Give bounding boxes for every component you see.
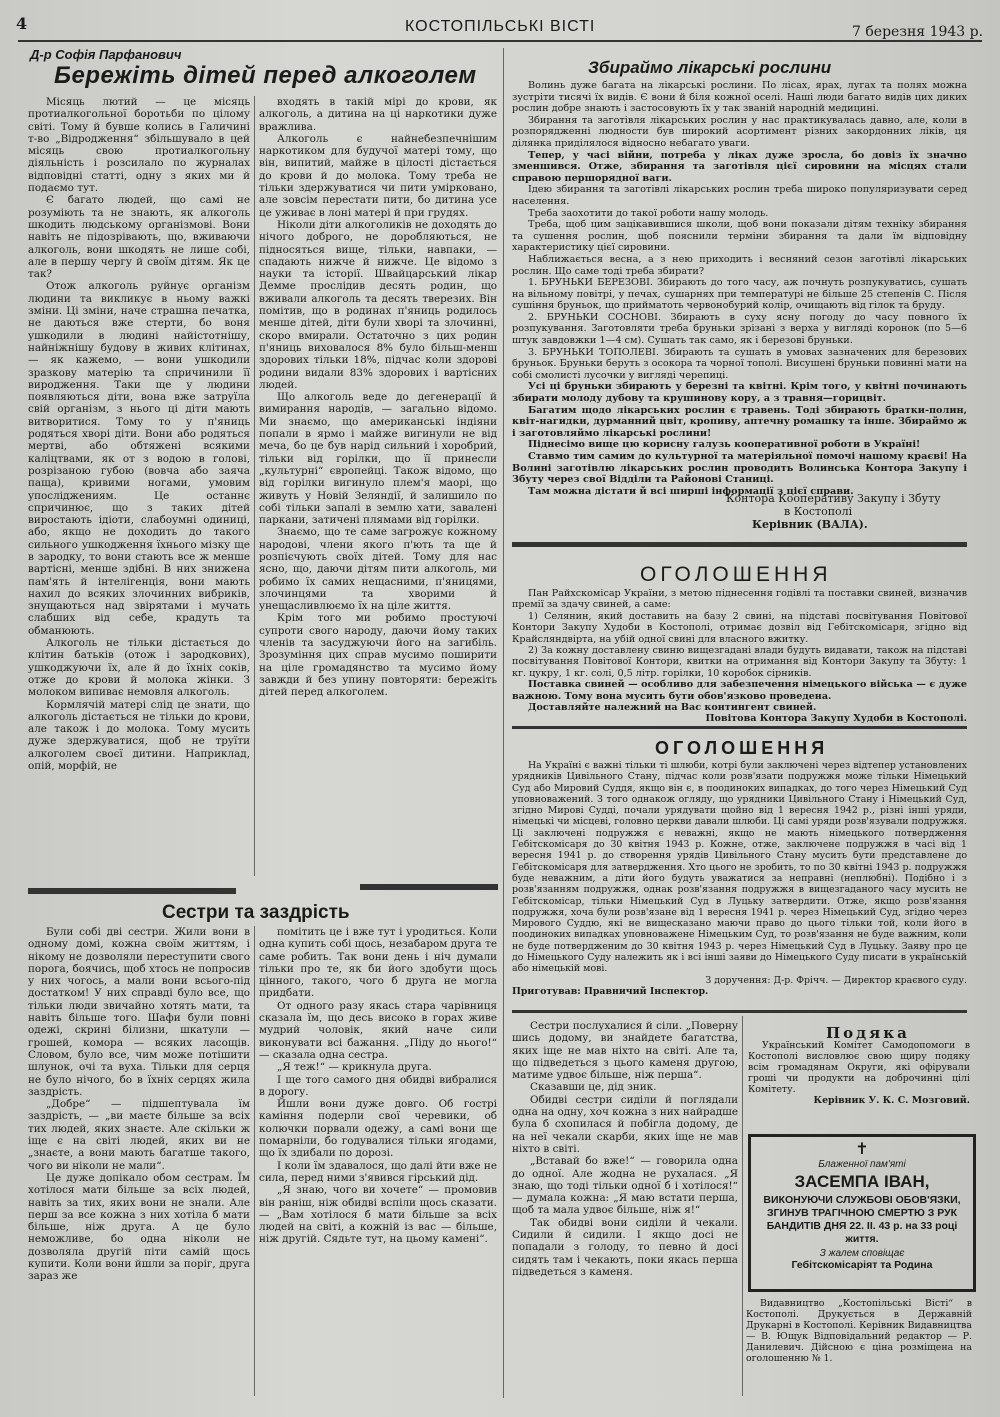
herbs-signature-line-3: Керівник (ВАЛА). [752,518,868,531]
paragraph: Алкоголь є найнебезпечнішим наркотиком для будучої матері тому, що він, випитий, майже в цілості дістається до крови й до молока. Тому треба не тільки здержуватися чи пити умірковано, але зовсім перестати пити, бо дитина усе це уживає в лоні матері й при грудях. [259,132,497,219]
paragraph: Поставка свиней — особливо для забезпечення німецького війська — є дуже важною. Тому вона мусить бути обов'язково проведена. [512,679,967,702]
paragraph: Сестри послухалися й сіли. „Поверну шись додому, ви знайдете багатства, яких іще не мав ніхто на світі. Але та, що підведеться з цього каменя другою, матиме удвоє більше, ніж перша“. [512,1020,738,1082]
herbs-signature-line-1: Контора Кооперативу Закупу і Збуту [726,492,941,505]
paragraph: Крім того ми робимо простуючі супроти свого народу, даючи йому таких членів та засуджуючи його на загибіль. Зрозуміння цих справ мусимо поширити на ціле громадянство та мусимо йому завжди й без упину повторяти: бережіть дітей перед алкоголем. [259,612,497,699]
section-divider [512,1010,967,1013]
paragraph: Це дуже допікало обом сестрам. Їм хотілося мати більше за всіх людей, навіть за тих, яких вони не знали. Але перш за все кожна з них хотіла б мати більше, ніж друга. А це було неможливе, бо одна ніколи не дозволяла другій піти самій щось купити. Коли вони йшли за поріг, друга зараз же [28,1171,250,1283]
column-divider [742,1016,743,1396]
paragraph: Знаємо, що те саме загрожує кожному народові, члени якого п'ють та ще й розпієчують своїх дітей. Тому для нас ясно, що, даючи дітям пити алкоголь, ми робимо їх самих нещасними, п'яницями, злочинцями та хворими й унещасливлюємо їх на ціле життя. [259,526,497,613]
announcement-2-title: ОГОЛОШЕННЯ [655,738,829,758]
section-divider [360,884,498,890]
issue-date: 7 березня 1943 р. [852,24,984,40]
announcement-1-signature: Повітова Контора Закупу Худоби в Костополі. [705,713,967,725]
thanks-title: Подяка [826,1024,910,1042]
paragraph: Там можна дістати й всі ширші інформації з цієї справи. [528,485,854,497]
paragraph: Багатим щодо лікарських рослин є травень. Тоді збирають братки-полин, квіт-нагидки, дурманний цвіт, кропиву, аптечну ромашку та інше. Збираймо ж і заготовляймо лікарські рослини! [512,404,967,439]
section-divider [28,888,236,894]
paragraph: Ставмо тим самим до культурної та матеріяльної помочі нашому краєві! На Волині заготівлю лікарських рослин проводить Волинська Контора Закупу і Збуту через свої Відділи та Районові Станиці. [512,451,967,486]
paragraph: „Добре“ — підшептувала їм заздрість, — „ви маєте більше за всіх тих людей, яких знаєте. Але скільки ж іще є на світі людей, яких ви не „знаєте, а вони мають багатше такого, чого ви ніколи не мали“. [28,1098,250,1172]
paragraph: Кормлячій матері слід це знати, що алкоголь дістається не тільки до крови, але також і до молока. Тому мусить дуже здержуватися, щоб не труїти алкоголем своєї дитини. Наприклад, опій, морфій, не [28,698,250,773]
sisters-story-column-3 [512,1020,738,1398]
paragraph: Так обидві вони сиділи й чекали. Сидили й сидили. І якщо досі не попадали з голоду, то певно й досі сидять там і чекають, поки якась перша підведеться з каменя. [512,1216,738,1278]
paragraph: помітить це і вже тут і уродиться. Коли одна купить собі щось, незабаром друга те саме робить. Так вони день і ніч думали тільки про те, як би його здобути щось цінного, такого, чого б друга не могла придбати. [259,926,497,1000]
paragraph: „Я теж!“ — крикнула друга. [277,1061,432,1074]
alcohol-article-column-1 [28,96,250,876]
announcement-2-body [512,760,967,997]
section-divider [512,542,967,547]
paragraph: Збирання та заготівля лікарських рослин у нас практикувалась давно, але, коли в розпорядженні людности був широкий асортимент різних закордонних ліків, ця ділянка приділялося відносно небагато уваги. [512,114,967,149]
sisters-story-column-2 [259,926,497,1398]
paragraph: 2. БРУНЬКИ СОСНОВІ. Збирають в суху ясну погоду до часу повного їх розпукування. Заготовляти треба бруньки зрізані з верха у вигляді коронок (по 5—6 штук завдовжки 1—4 см). Сушать так само, як і березові бруньки. [512,311,967,347]
alcohol-article-column-2 [259,96,497,876]
announcement-1-body [512,588,967,725]
paragraph: Наближається весна, а з нею приходить і весняний сезон заготівлі лікарських рослин. Що саме тоді треба збирати? [512,253,967,277]
memorial-line-1: Блаженної пам'яті [818,1159,906,1170]
paragraph: Обидві сестри сиділи й поглядали одна на одну, хоч кожна з них найрадше була б схопилася й побігла додому, де на неї чекали скарби, яких іще не мав ніхто в світі. [512,1093,738,1155]
paragraph: Сказавши це, дід зник. [530,1081,657,1094]
header-divider [18,40,982,42]
announcement-2-prepared-by: Приготував: Правничий Інспектор. [512,985,709,997]
paragraph: 2) За кожну доставлену свиню вищезгадані влади будуть видавати, також на підставі посвітування Повітової Контори, квитки на отримання від Контори Закупу та Збуту: 1 кг. цукру, 1 кг. солі, 0,5 літр. горілки, 10 коробок сірників. [512,645,967,679]
paragraph: Видавництво „Костопільські Вісті“ в Костополі. Друкується в Державній Друкарні в Костополі. Керівник Видавництва — В. Ющук Відповідальний редактор — Р. Данилевич. Дійсною є ціна розміщена на оголошенню № 1. [746,1298,972,1364]
announcement-1-title: ОГОЛОШЕННЯ [640,563,832,586]
memorial-name: ЗАСЕМПА ІВАН, [794,1172,930,1191]
paragraph: Були собі дві сестри. Жили вони в одному домі, кожна своїм життям, і нікому не дозволяли переступити свого порога, боячись, щоб хтось не попросив у них чогось, а мали вони всього-під достатком! У них справді було все, що тільки люди звичайно хотять мати, та навіть більше того. Шафи були повні одежі, скрині білизни, шкатули — грошей, комора — всяких ласощів. Словом, було все, чим може потішити шлунок, очі та вуха. Тільки для серця не було нічого, бо в їхніх серцях жила заздрість. [28,926,250,1098]
cross-icon: ✝ [855,1141,869,1158]
paragraph: От одного разу якась стара чарівниця сказала їм, що десь високо в горах живе мудрий чоловік, який наче сили виконувати всі бажання. „Піду до нього!“ — сказала одна сестра. [259,999,497,1061]
herbs-article-body [512,80,967,497]
article-author: Д-р Софія Парфанович [30,47,182,62]
announcement-2-order-line: З доручення: Д-р. Фрічч. — Директор краєвого суду. [705,974,967,986]
paragraph: Йшли вони дуже довго. Об гострі каміння подерли свої черевики, об колючки порвали одежу, а самі вони ще помарніли, бо годувалися тільки ягодами, що їх здибали по дорозі. [259,1098,497,1160]
paragraph: Волинь дуже багата на лікарські рослини. По лісах, ярах, лугах та полях можна зустріти тисячі їх видів. Є вони й біля кожної оселі. Наші люди багато видів цих диких рослин добре знають і застосовують їх у так званій народній медицині. [512,80,967,115]
paragraph: 3. БРУНЬКИ ТОПОЛЕВІ. Збирають та сушать в умовах зазначених для березових бруньок. Бруньки беруть з осокора та чорної тополі. Висушені бруньки повинні мати на собі смолисті лусочки у вигляді черепиці. [512,346,967,381]
paragraph: Місяць лютий — це місяць протиалкогольної боротьби по цілому світі. Тому й бувше колись в Галичині т-во „Відродження“ збільшувало в цей місяць свою протиалкогольну діяльність і розсилало по журналах відповідні статті, одну з яких ми й подаємо тут. [28,96,250,195]
thanks-body [748,1040,970,1106]
publisher-imprint [746,1298,972,1364]
paragraph: Тепер, у часі війни, потреба у ліках дуже зросла, бо довіз їх значно зменшився. Отже, збирання та заготівля цієї сировини на місцях стали справою першорядної ваги. [512,149,967,184]
alcohol-article-title: Бережіть дітей перед алкоголем [54,62,477,89]
paragraph: „Вставай бо вже!“ — говорила одна до одної. Але жодна не рухалася. „Я знаю, що тоді тільки одної б і хотілося!“ — думала кожна: „Я маю встати перша, щоб та мала удвоє більше, ніж я!“ [512,1155,738,1217]
paragraph: Треба, щоб цим зацікавившися школи, щоб вони показали дітям техніку збирання та сушення рослин, щоб пояснили терміни збирання та дали їм відповідну характеристику цієї сировини. [512,219,967,254]
sisters-story-column-1 [28,926,250,1398]
paragraph: Алкоголь не тільки дістається до клітин батьків (отож і зародкових), ушкоджуючи їх, але й до їхніх соків, отже до крови й молока жінки. З молоком випиває немовля алкоголь. [28,637,250,699]
column-divider [254,926,255,1396]
memorial-notice [748,1134,976,1292]
paragraph: Є багато людей, що самі не розуміють та не знають, як алкоголь шкодить людському організмові. Вони навіть не підозрівають, що, вживаючи алкоголь, вони шкодять не лише собі, але в першу чергу й своїм дітям. Як це так? [28,194,250,281]
thanks-signature: Керівник У. К. С. Мозговий. [813,1095,970,1106]
paragraph: входять в такій мірі до крови, як алкоголь, а дитина на ці наркотики дуже вражлива. [259,96,497,133]
paragraph: І коли їм здавалося, що далі йти вже не сила, перед ними з'явився гірський дід. [259,1159,497,1184]
paragraph: Піднесімо вище цю корисну галузь кооперативної роботи в Україні! [528,439,921,451]
paragraph: „Я знаю, чого ви хочете“ — промовив він раніш, ніж обидві вспіли щось сказати. — „Вам хотілося б мати більше за всіх людей на світі, а кожній із вас — більше, ніж другій. Сядьте тут, на цьому камені“. [259,1184,497,1246]
paragraph: І ще того самого дня обидві вибралися в дорогу. [259,1073,497,1098]
paragraph: Що алкоголь веде до дегенерації й вимирання народів, — загально відомо. Ми знаємо, що американські індіяни попали в ярмо і майже вигинули не від меча, бо це був нарід сильний і хоробрий, тільки від горілки, що її принесли „культурні“ європейці. Також відомо, що від горілки вигинуло плем'я маорі, що живуть у Новій Зеляндії, й залишило по собі тільки запалі в землю хати, завалені паркани, затичені плямами від горілки. [259,391,497,527]
page-number: 4 [16,14,28,33]
herbs-article-title: Збираймо лікарські рослини [588,58,832,77]
paragraph: Ніколи діти алкоголиків не доходять до нічого доброго, не доробляються, не підносяться вище, тільки, навпаки, — спадають нижче й нижче. Це відомо з науки та історії. Швайцарський лікар Демме прослідив десять родин, що вживали алкоголь та десять тверезих. Він помітив, що в родинах п'яниць родилось менше дітей, діти були хворі та злочинні, скоро вмирали. Остаточно з цих родин п'яниць виховалося 8% було більш-менш здорових тільки 18%, підчас коли здорові родини видали 83% здорових і вартісних людей. [259,218,497,391]
paragraph: На Україні є важні тільки ті шлюби, котрі були заключені через відтепер установлених урядників Цивільного Стану, підчас коли розв'язати подружжя може тільки Німецький Суд або Мировий Суддя, якщо він є, в поодиноких випадках, до того через Німецький Суд уповноважений. З того однакож огляду, що урядники Цивільного Стану і Німецький Суд, згідно Мирові Судді, почали урядувати щойно від 1 вересня 1942 р., різні інші уряди, німецькі чи місцеві, головно церкви давали шлюби. Ці самі уряди розв'язували подружжя. Ці заключені подружжя є неважні, якщо не мають німецького потвердження Гебітскомісаря до 30 квітня 1943 р. Кожне, отже, заключене подружжя в часі від 1 вересня 1941 р. до створення урядів Цивільного Стану мусить бути представлене до Гебітскомісаря для затвердження. Хто цього не зробить, то по 30 квітні 1943 р. подружжя буде неважним, а діти його будуть уважатися за неправні (неплюбні). Подібно і з розв'язанням подружжя, однак розв'язання подружжя в вищезгаданого часу мусить не Гебітскомісар, тільки Німецький Суд в Луцьку затвердити. Отже, якщо розв'язання подружжя, хоча були розв'язане від 1 вересня 1941 р. через Німецький Суд, згідно через Мирового Суддю, які не вищесказано маючи право до цього тільки той, коли його в поодиноких випадках уповноважене Німецьким Суд, то розв'язання не буде важним, коли не буде потвердженим до 30 квітня 1943 р. через Німецький Суд в Луцьку. Заяву про це до Німецького Суду належить як і всі інші заяви до Німецького Суду писати в українській або німецькій мові. [512,760,967,975]
herbs-signature-line-2: в Костополі [784,505,853,518]
sisters-story-title: Сестри та заздрість [162,902,350,923]
paragraph: Ідею збирання та заготівлі лікарських рослин треба широко популяризувати серед населення. [512,184,967,207]
column-divider [503,48,504,1398]
column-divider [254,96,255,876]
paragraph: Отож алкоголь руйнує організм людини та викликує в ньому важкі зміни. Ці зміни, наче страшна печатка, не даються вже стерти, бо воня ушкодили в людині найістотнішу, найніжнішу будову в живих клітинах, — як кажемо, — вони ушкодили зразкову матерію та спричинили її виродження. Таки ще у людини появляються діти, вона вже затруїла свій організм, з нього ці діти мають витворитися. Тому то у п'яниць родяться хворі діти. Вони або родяться мертві, або обтяжені всякими каліцтвами, як от з водою в голові, розрізаною губою (вовча або заяча паща), кривими ногами, умовим упосліджениям. Це останнє спричинює, що з таких дітей виростають ідіоти, слабоумні одиниці, або, якщо не доходить до такого сильного ушкодження їхнього мізку ще в зародку, то вони стають все ж менше вартісні, менше здібні. В них знижена пам'ять й інтелігенція, вони мають нахил до всяких злочинних вибриків, знущаються над звірятами і мучать слабших від себе, крадуть та обманюють. [28,280,250,637]
memorial-line-4: З жалем сповіщає [819,1248,905,1259]
paragraph: 1. БРУНЬКИ БЕРЕЗОВІ. Збирають до того часу, аж почнуть розпукуватись, сушать на вільному повітрі, у печах, сушарнях при температурі не більше 25 степенів С. Після сушіння бруньок, що прийматоть червонобурий колір, очищають від гілок та бруду. [512,277,967,312]
paragraph: Доставляйте належний на Вас контингент свиней. [528,702,817,714]
paragraph: Український Комітет Самодопомоги в Костополі висловлює свою щиру подяку всім громадянам Округи, які офірували гроші чи продукти на доброчинні цілі Комітету. [748,1040,970,1095]
paragraph: Усі ці бруньки збирають у березні та квітні. Крім того, у квітні починають збирати молоду дубову та крушинову кору, а з травня—горицвіт. [512,381,967,405]
section-divider [512,726,967,729]
newspaper-title: КОСТОПІЛЬСЬКІ ВІСТІ [405,18,596,35]
paragraph: Пан Райхскомісар України, з метою піднесення годівлі та поставки свиней, визначив премії за здачу свиней, а саме: [512,588,967,611]
paragraph: 1) Селянин, який доставить на базу 2 свині, на підставі посвітування Повітової Контори Закупу Худоби в Костополі, отримає дозвіл від Гебітскомісаря, згідно від Крайсляндвірта, на убій одної свині для власного вжитку. [512,610,967,645]
memorial-line-3: ВИКОНУЮЧИ СЛУЖБОВІ ОБОВ'ЯЗКИ, ЗГИНУВ ТРАГІЧНОЮ СМЕРТЮ З РУК БАНДИТІВ ДНЯ 22. II. 43 р. на 33 році життя. [763,1194,961,1245]
memorial-line-5: Гебітскомісаріят та Родина [791,1259,933,1271]
paragraph: Треба заохотити до такої роботи нашу молодь. [528,207,769,219]
